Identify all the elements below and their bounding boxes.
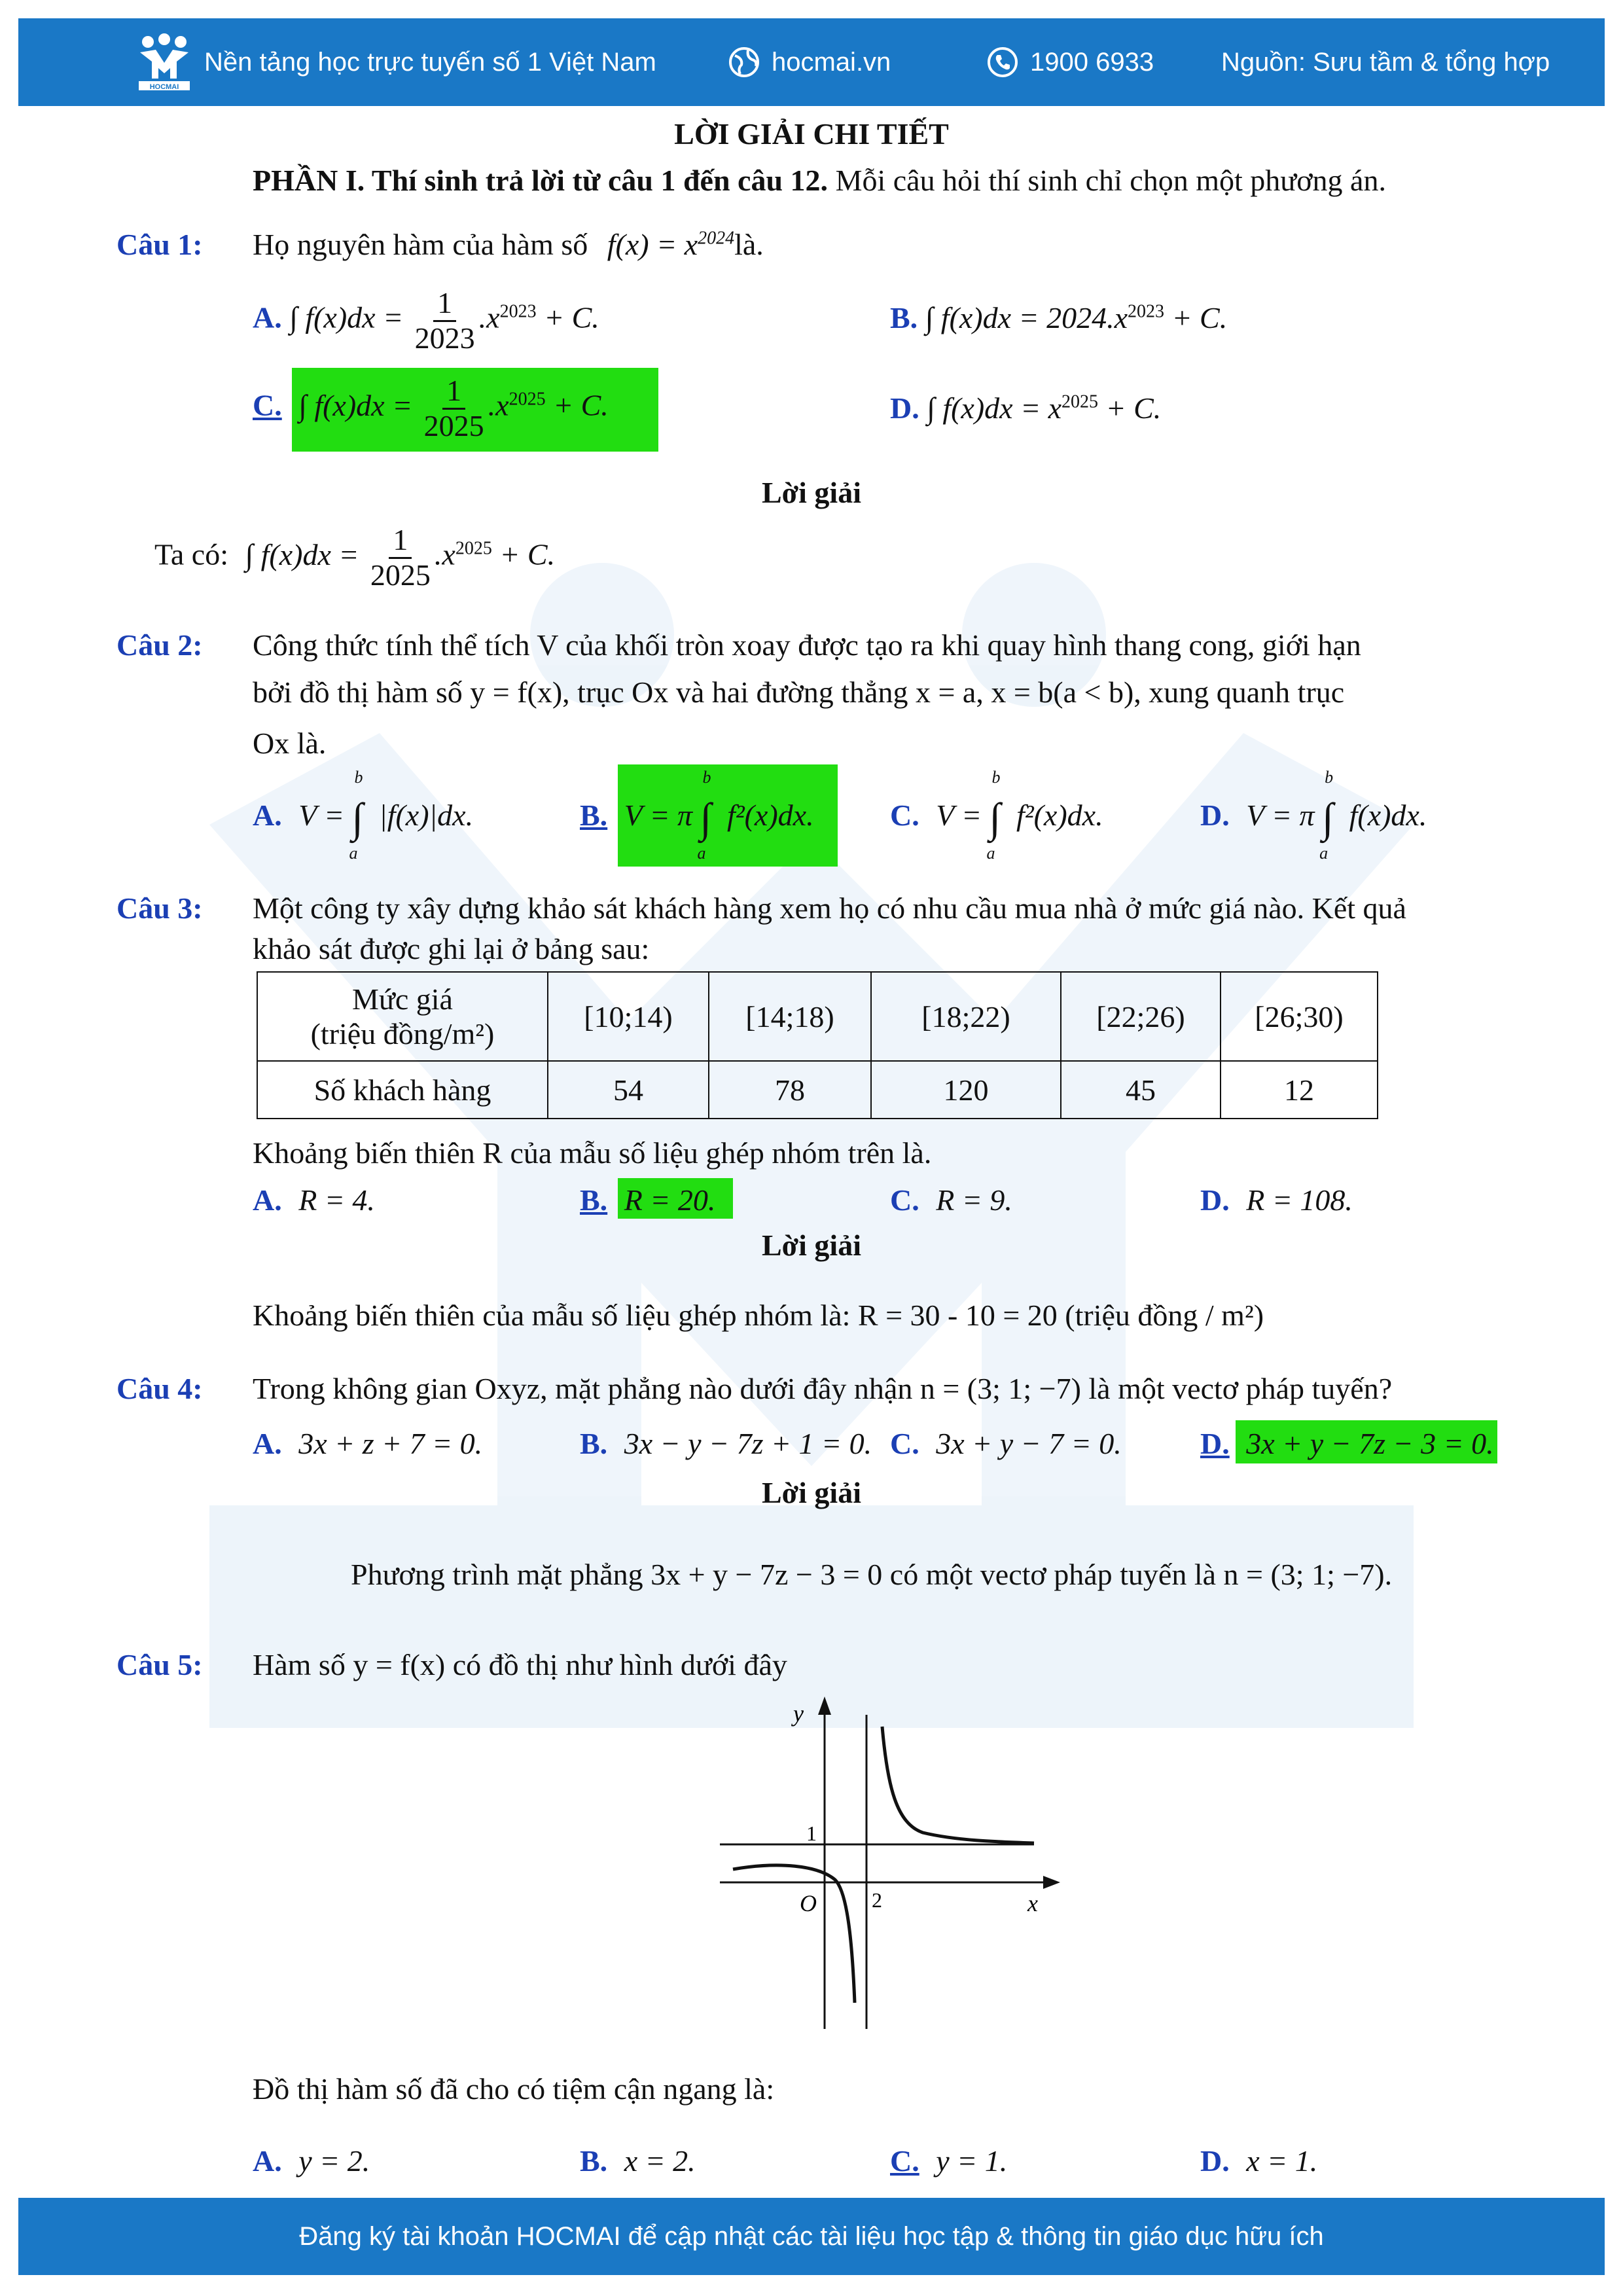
integral-lower: a bbox=[1319, 844, 1329, 863]
fraction bbox=[370, 524, 431, 592]
graph-right-branch bbox=[882, 1727, 1034, 1843]
option-text: 3x + y − 7z − 3 = 0. bbox=[1246, 1427, 1494, 1460]
integral-upper: b bbox=[1325, 768, 1334, 787]
q5-option-b[interactable] bbox=[580, 2143, 696, 2179]
q3-option-c[interactable] bbox=[890, 1182, 1012, 1218]
part-heading bbox=[253, 162, 1386, 198]
part-heading-note: Mỗi câu hỏi thí sinh chỉ chọn một phương án. bbox=[828, 164, 1386, 197]
option-text: 3x + z + 7 = 0. bbox=[298, 1427, 483, 1460]
integral-sign: ∫ b a bbox=[986, 768, 1001, 863]
exponent: 2023 bbox=[1128, 301, 1164, 322]
integral-lower: a bbox=[697, 844, 706, 863]
option-text: 3x + y − 7 = 0. bbox=[936, 1427, 1122, 1460]
header-bar bbox=[18, 18, 1605, 106]
function-graph bbox=[707, 1689, 1073, 2036]
table-cell: [22;26) bbox=[1061, 972, 1221, 1061]
header-phone: 1900 6933 bbox=[1030, 47, 1154, 77]
page-title: LỜI GIẢI CHI TIẾT bbox=[674, 117, 949, 151]
q3-option-d[interactable] bbox=[1200, 1182, 1353, 1218]
header-logo[interactable] bbox=[136, 18, 656, 106]
integral-lower: a bbox=[986, 844, 995, 863]
solution-rest: .x bbox=[434, 537, 455, 571]
q2-line-3: Ox là. bbox=[253, 726, 327, 760]
option-end: + C. bbox=[1164, 301, 1228, 334]
table-cell: 45 bbox=[1061, 1061, 1221, 1119]
solution-end: + C. bbox=[491, 537, 556, 571]
q1-func: f(x) = x bbox=[607, 228, 698, 261]
y-tick-label: 1 bbox=[806, 1821, 817, 1845]
option-end: + C. bbox=[1098, 391, 1162, 425]
table-header-cell: Số khách hàng bbox=[257, 1061, 548, 1119]
fraction bbox=[415, 287, 475, 355]
option-letter: A. bbox=[253, 1427, 282, 1460]
q5-option-c[interactable] bbox=[890, 2143, 1007, 2179]
part-heading-bold: PHẦN I. Thí sinh trả lời từ câu 1 đến câu 12. bbox=[253, 164, 829, 197]
option-pre: V = π bbox=[1246, 798, 1315, 832]
option-letter: B. bbox=[580, 1183, 608, 1217]
table-row bbox=[257, 1061, 1378, 1119]
numerator: 1 bbox=[389, 524, 412, 559]
solution-lhs: ∫ f(x)dx = bbox=[245, 537, 359, 571]
q3-solution: Khoảng biến thiên của mẫu số liệu ghép nhóm là: R = 30 - 10 = 20 (triệu đồng / m²) bbox=[253, 1299, 1264, 1332]
x-axis-label: x bbox=[1027, 1890, 1038, 1916]
solution-heading: Lời giải bbox=[762, 476, 861, 509]
q4-option-a[interactable] bbox=[253, 1426, 482, 1462]
option-body: f(x)dx. bbox=[1349, 798, 1427, 832]
origin-label: O bbox=[800, 1890, 817, 1916]
q5-option-a[interactable] bbox=[253, 2143, 370, 2179]
exponent: 2025 bbox=[508, 389, 546, 410]
option-lhs: ∫ f(x)dx = bbox=[289, 300, 404, 334]
option-text: x = 2. bbox=[624, 2144, 696, 2178]
globe-icon bbox=[728, 46, 760, 78]
price-survey-table bbox=[257, 971, 1378, 1119]
hocmai-logo-icon bbox=[136, 33, 192, 92]
q1-option-c[interactable] bbox=[253, 374, 609, 442]
header-source-text: Nguồn: Sưu tầm & tổng hợp bbox=[1221, 47, 1550, 77]
q1-solution bbox=[154, 524, 555, 592]
question-1-text bbox=[253, 226, 764, 262]
option-letter: B. bbox=[580, 798, 608, 832]
q2-line-1: Công thức tính thể tích V của khối tròn xoay được tạo ra khi quay hình thang cong, giới hạn bbox=[253, 628, 1361, 662]
option-letter: D. bbox=[1200, 2144, 1230, 2178]
option-letter: A. bbox=[253, 2144, 282, 2178]
fraction bbox=[424, 374, 484, 442]
q1-option-b[interactable] bbox=[890, 300, 1227, 336]
option-letter: C. bbox=[253, 388, 282, 422]
solution-heading: Lời giải bbox=[762, 1476, 861, 1509]
option-lhs: ∫ f(x)dx = bbox=[298, 388, 413, 422]
q1-tail: là. bbox=[734, 228, 764, 261]
q1-func-exp: 2024 bbox=[698, 228, 735, 249]
header-phone-link[interactable] bbox=[987, 18, 1154, 106]
table-cell: 78 bbox=[709, 1061, 871, 1119]
option-rest: .x bbox=[488, 388, 509, 422]
table-cell: [10;14) bbox=[548, 972, 709, 1061]
option-text: y = 1. bbox=[936, 2144, 1008, 2178]
integral-upper: b bbox=[702, 768, 711, 787]
denominator: 2025 bbox=[370, 558, 431, 592]
question-3-label: Câu 3: bbox=[116, 891, 203, 925]
header-slogan: Nền tảng học trực tuyến số 1 Việt Nam bbox=[204, 47, 656, 77]
option-text: R = 9. bbox=[936, 1183, 1012, 1217]
option-letter: C. bbox=[890, 1427, 919, 1460]
table-header-line: (triệu đồng/m²) bbox=[310, 1017, 495, 1050]
q5-question: Đồ thị hàm số đã cho có tiệm cận ngang là: bbox=[253, 2072, 775, 2106]
option-letter: A. bbox=[253, 798, 282, 832]
q4-option-c[interactable] bbox=[890, 1426, 1122, 1462]
option-body: f²(x)dx. bbox=[1016, 798, 1103, 832]
graph-left-branch bbox=[733, 1865, 855, 2003]
solution-prefix: Ta có: bbox=[154, 537, 229, 571]
header-website: hocmai.vn bbox=[772, 47, 891, 77]
option-end: + C. bbox=[536, 300, 599, 334]
option-pre: V = bbox=[298, 798, 352, 832]
option-letter: B. bbox=[890, 301, 918, 334]
integral-upper: b bbox=[354, 768, 363, 787]
option-letter: B. bbox=[580, 1427, 608, 1460]
integral-lower: a bbox=[349, 844, 358, 863]
q3-question: Khoảng biến thiên R của mẫu số liệu ghép nhóm trên là. bbox=[253, 1136, 932, 1170]
option-text: 3x − y − 7z + 1 = 0. bbox=[624, 1427, 872, 1460]
option-pre: V = π bbox=[624, 798, 693, 832]
option-letter: A. bbox=[253, 1183, 282, 1217]
numerator: 1 bbox=[442, 374, 465, 410]
table-cell: [18;22) bbox=[871, 972, 1061, 1061]
q2-line-2: bởi đồ thị hàm số y = f(x), trục Ox và hai đường thẳng x = a, x = b(a < b), xung quanh trục bbox=[253, 675, 1345, 709]
exponent: 2023 bbox=[499, 301, 537, 322]
q2-option-c[interactable] bbox=[890, 768, 1103, 863]
question-5-label: Câu 5: bbox=[116, 1648, 203, 1681]
q3-option-b[interactable] bbox=[580, 1182, 715, 1218]
option-letter: D. bbox=[1200, 1183, 1230, 1217]
integral-sign: ∫ b a bbox=[1319, 768, 1334, 863]
numerator: 1 bbox=[433, 287, 456, 322]
q3-option-a[interactable] bbox=[253, 1182, 375, 1218]
option-end: + C. bbox=[545, 388, 609, 422]
option-text: R = 4. bbox=[298, 1183, 375, 1217]
footer-text: Đăng ký tài khoản HOCMAI để cập nhật các tài liệu học tập & thông tin giáo dục hữu ích bbox=[299, 2221, 1324, 2251]
option-lhs: ∫ f(x)dx = 2024.x bbox=[925, 301, 1128, 334]
svg-text:HOCMAI: HOCMAI bbox=[149, 83, 179, 91]
option-letter: A. bbox=[253, 300, 282, 334]
q2-option-b[interactable] bbox=[580, 768, 814, 863]
table-cell: 54 bbox=[548, 1061, 709, 1119]
option-lhs: ∫ f(x)dx = x bbox=[927, 391, 1062, 425]
option-letter: D. bbox=[1200, 798, 1230, 832]
option-letter: C. bbox=[890, 798, 919, 832]
exponent: 2025 bbox=[455, 538, 492, 559]
option-body: f²(x)dx. bbox=[727, 798, 814, 832]
q1-option-a[interactable] bbox=[253, 287, 599, 355]
table-cell: [26;30) bbox=[1221, 972, 1378, 1061]
q5-text: Hàm số y = f(x) có đồ thị như hình dưới đây bbox=[253, 1648, 787, 1681]
q5-option-d[interactable] bbox=[1200, 2143, 1317, 2179]
q3-line-1: Một công ty xây dựng khảo sát khách hàng xem họ có nhu cầu mua nhà ở mức giá nào. Kết quả bbox=[253, 891, 1406, 925]
integral-sign: ∫ b a bbox=[697, 768, 712, 863]
option-text: x = 1. bbox=[1246, 2144, 1318, 2178]
q2-option-d[interactable] bbox=[1200, 768, 1427, 863]
option-text: R = 108. bbox=[1246, 1183, 1353, 1217]
table-header-line: Mức giá bbox=[352, 982, 453, 1016]
q1-option-d[interactable] bbox=[890, 390, 1161, 426]
header-website-link[interactable] bbox=[728, 18, 891, 106]
solution-heading: Lời giải bbox=[762, 1229, 861, 1262]
option-pre: V = bbox=[936, 798, 990, 832]
x-tick-label: 2 bbox=[872, 1888, 882, 1912]
table-row bbox=[257, 972, 1378, 1061]
integral-upper: b bbox=[991, 768, 1001, 787]
table-cell: 120 bbox=[871, 1061, 1061, 1119]
denominator: 2023 bbox=[414, 321, 475, 355]
option-letter: C. bbox=[890, 2144, 919, 2178]
q1-text: Họ nguyên hàm của hàm số bbox=[253, 228, 588, 261]
question-1-label: Câu 1: bbox=[116, 228, 203, 261]
q2-option-a[interactable] bbox=[253, 768, 474, 863]
q3-line-2: khảo sát được ghi lại ở bảng sau: bbox=[253, 932, 650, 965]
y-axis-label: y bbox=[793, 1700, 804, 1727]
q4-solution: Phương trình mặt phẳng 3x + y − 7z − 3 = 0 có một vectơ pháp tuyến là n = (3; 1; −7). bbox=[351, 1558, 1393, 1591]
table-header-cell bbox=[257, 972, 548, 1061]
question-2-label: Câu 2: bbox=[116, 628, 203, 662]
denominator: 2025 bbox=[423, 408, 484, 442]
option-letter: C. bbox=[890, 1183, 919, 1217]
option-letter: D. bbox=[890, 391, 919, 425]
option-text: y = 2. bbox=[298, 2144, 370, 2178]
header-source bbox=[1221, 18, 1550, 106]
option-letter: B. bbox=[580, 2144, 608, 2178]
table-cell: 12 bbox=[1221, 1061, 1378, 1119]
phone-icon bbox=[987, 46, 1018, 78]
exponent: 2025 bbox=[1061, 391, 1099, 412]
q4-option-b[interactable] bbox=[580, 1426, 872, 1462]
option-letter: D. bbox=[1200, 1427, 1230, 1460]
x-axis-arrow bbox=[1043, 1876, 1060, 1889]
q4-option-d[interactable] bbox=[1200, 1426, 1494, 1462]
option-body: |f(x)|dx. bbox=[379, 798, 474, 832]
footer-bar[interactable] bbox=[18, 2198, 1605, 2275]
question-4-label: Câu 4: bbox=[116, 1372, 203, 1405]
option-rest: .x bbox=[478, 300, 500, 334]
integral-sign: ∫ b a bbox=[349, 768, 364, 863]
table-cell: [14;18) bbox=[709, 972, 871, 1061]
option-text: R = 20. bbox=[624, 1183, 716, 1217]
q4-text: Trong không gian Oxyz, mặt phẳng nào dưới đây nhận n = (3; 1; −7) là một vectơ pháp tuyến? bbox=[253, 1372, 1393, 1405]
y-axis-arrow bbox=[818, 1696, 831, 1715]
